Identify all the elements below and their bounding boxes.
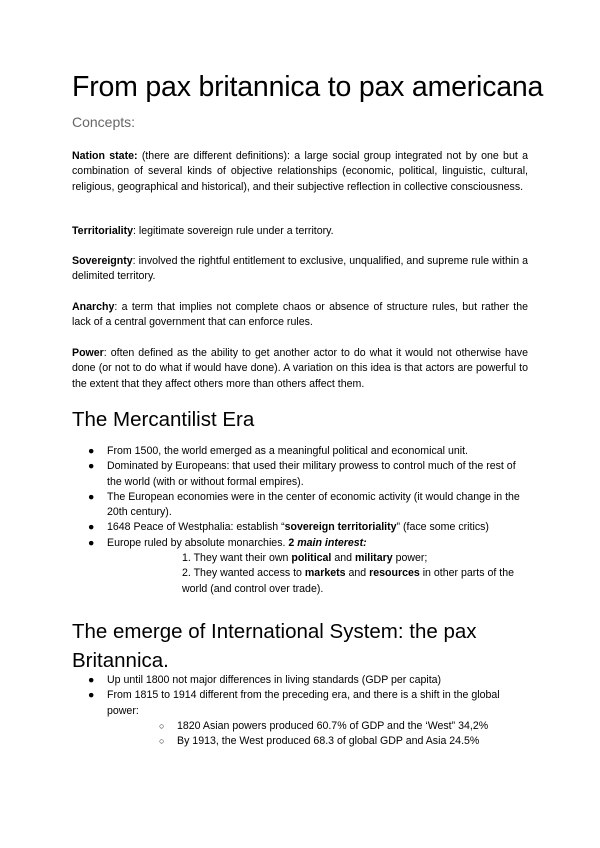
concept-term: Power (72, 347, 104, 359)
list-item-text: From 1500, the world emerged as a meaningful political and economical unit. (107, 445, 468, 457)
circle-bullet-icon: ○ (159, 720, 165, 731)
sub-item-text: and (331, 552, 355, 565)
concept-term: Nation state: (72, 150, 138, 162)
concept-sovereignty (72, 254, 528, 285)
list-item (72, 444, 528, 459)
mercantilist-list (72, 444, 528, 597)
document-title: From pax britannica to pax americana (72, 71, 544, 103)
nested-list-item-text: 1820 Asian powers produced 60.7% of GDP and the ‘West” 34,2% (177, 719, 489, 732)
emphasis-text: sovereign territoriality (284, 521, 397, 534)
list-item (72, 688, 528, 749)
list-item-text: 1648 Peace of Westphalia: establish “ (107, 521, 285, 534)
nested-list (107, 719, 528, 750)
emphasis-italic-text: main interest: (297, 536, 367, 549)
list-item-text: Up until 1800 not major differences in living standards (GDP per capita) (107, 674, 442, 686)
concept-definition: : often defined as the ability to get another actor to do what it would not otherwise have done (or not to do what if would have done). A variation on this idea is that actors are powerful to the extent that they affect others more than others affect them. (72, 347, 528, 390)
sub-item-text: 2. They wanted access to (182, 567, 305, 580)
emphasis-text: markets (304, 567, 346, 580)
concept-power (72, 346, 528, 392)
nested-list-item-text: By 1913, the West produced 68.3 of global GDP and Asia 24.5% (177, 735, 480, 748)
bullet-icon: ● (88, 521, 95, 534)
concept-definition: : legitimate sovereign rule under a territory. (133, 225, 334, 237)
bullet-icon: ● (88, 445, 95, 457)
emphasis-text: political (291, 552, 332, 565)
sub-item (107, 551, 528, 566)
sub-item-text: power; (392, 552, 428, 565)
concept-definition: : involved the rightful entitlement to exclusive, unqualified, and supreme rule within a delimited territory. (72, 255, 528, 283)
concept-anarchy (72, 300, 528, 331)
concept-term: Anarchy (72, 301, 115, 313)
nested-list-item (107, 734, 528, 749)
pax-britannica-list (72, 673, 528, 749)
circle-bullet-icon: ○ (159, 736, 165, 747)
bullet-icon: ● (88, 674, 95, 686)
document-subtitle: Concepts: (72, 114, 136, 130)
nested-list-item (107, 719, 528, 734)
list-item-text: The European economies were in the center of economic activity (it would change in the 20th century). (107, 490, 520, 519)
section-heading-pax-britannica: The emerge of International System: the pax Britannica. (72, 620, 477, 672)
bullet-icon: ● (88, 460, 95, 473)
concept-term: Sovereignty (72, 255, 133, 267)
bullet-icon: ● (88, 689, 95, 702)
sub-item-text: and (345, 567, 370, 580)
emphasis-text: 2 (288, 536, 298, 549)
emphasis-text: resources (369, 567, 420, 580)
list-item-text: Dominated by Europeans: that used their military prowess to control much of the rest of the world (with or without formal empires). (107, 460, 516, 488)
list-item (72, 520, 528, 535)
concept-nation-state (72, 149, 528, 195)
emphasis-text: military (354, 552, 393, 565)
sub-item-text: in other parts of the world (and control over trade). (182, 567, 514, 595)
list-item-text: From 1815 to 1914 different from the preceding era, and there is a shift in the global power: (107, 689, 500, 717)
list-item-text: Europe ruled by absolute monarchies. (107, 536, 289, 549)
list-item (72, 536, 528, 597)
concept-territoriality (72, 224, 528, 239)
concept-definition: : a term that implies not complete chaos or absence of structure rules, but rather the lack of a central government that can enforce rules. (72, 301, 528, 329)
concept-term: Territoriality (72, 225, 134, 237)
sub-item (107, 566, 528, 597)
section-heading-mercantilist: The Mercantilist Era (72, 408, 255, 431)
sub-item-text: 1. They want their own (182, 552, 292, 565)
list-item-text: ” (face some critics) (396, 521, 489, 534)
list-item (72, 490, 528, 521)
list-item (72, 673, 528, 688)
bullet-icon: ● (88, 536, 95, 549)
bullet-icon: ● (88, 490, 95, 503)
concept-definition: (there are different definitions): a large social group integrated not by one but a combination of several kinds of objective relationships (economic, political, linguistic, cultural, religious, geographical and historical), and their subjective reflection in collective consciousness. (72, 150, 528, 193)
list-item (72, 459, 528, 490)
